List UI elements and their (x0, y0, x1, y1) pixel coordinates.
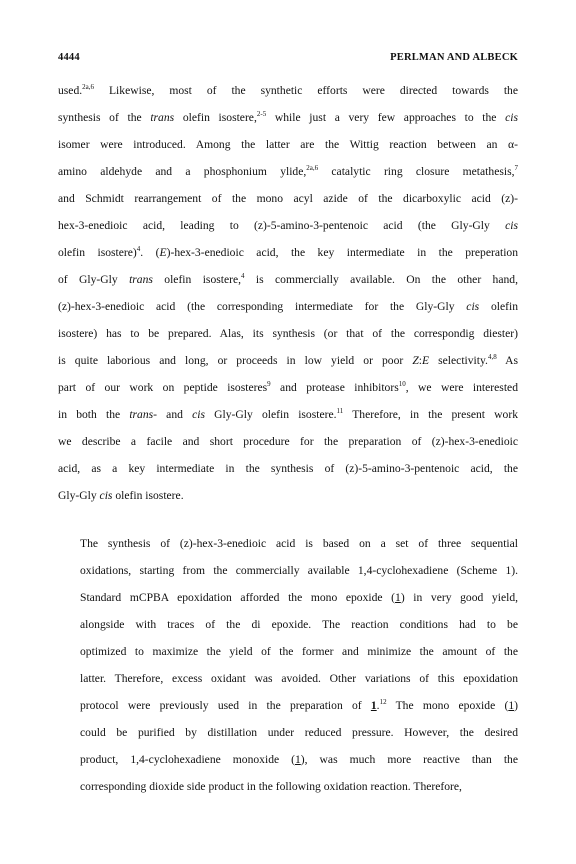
text-line: and Schmidt rearrangement of the mono acyl azide of the dicarboxylic acid (z)- (58, 192, 518, 205)
text-line: hex-3-enedioic acid, leading to (z)-5-amino-3-pentenoic acid (the Gly-Gly cis (58, 219, 518, 232)
text-line: could be purified by distillation under reduced pressure. However, the desired (80, 726, 518, 739)
text-line: (z)-hex-3-enedioic acid (the corresponding intermediate for the Gly-Gly cis olefin (58, 300, 518, 313)
text-line: of Gly-Gly trans olefin isostere,$^4$ is commercially available. On the other hand, (58, 272, 518, 286)
text-line: latter. Therefore, excess oxidant was avoided. Other variations of this epoxidation (80, 672, 518, 685)
page-number: 4444 (58, 52, 80, 63)
running-title: PERLMAN AND ALBECK (390, 52, 518, 63)
text-line: olefin isostere)$^4$. (E)-hex-3-enedioic acid, the key intermediate in the preperation (58, 245, 519, 259)
text-line: isomer were introduced. Among the latter are the Wittig reaction between an α- (58, 138, 518, 151)
text-line: optimized to maximize the yield of the former and minimize the amount of the (80, 645, 518, 658)
text-line: acid, as a key intermediate in the synthesis of (z)-5-amino-3-pentenoic acid, the (58, 462, 518, 475)
body-paragraph-1 (58, 77, 518, 509)
body-paragraph-2 (58, 530, 518, 800)
text-line: part of our work on peptide isosteres$^9$ and protease inhibitors$^{10}$, we were interested (58, 380, 518, 394)
text-line: is quite laborious and long, or proceeds in low yield or poor Z:E selectivity.$^{4,8}$ As (58, 353, 519, 367)
text-line: amino aldehyde and a phosphonium ylide,$^{2a,6}$ catalytic ring closure metathesis,$^7$ (58, 164, 518, 178)
text-line: oxidations, starting from the commercially available 1,4-cyclohexadiene (Scheme 1). (80, 564, 518, 577)
text-line: Gly-Gly cis olefin isostere. (58, 489, 184, 502)
text-line: used.$^{2a,6}$ Likewise, most of the synthetic efforts were directed towards the (58, 83, 518, 97)
text-line: corresponding dioxide side product in the following oxidation reaction. Therefore, (80, 780, 462, 793)
text-line: The synthesis of (z)-hex-3-enedioic acid is based on a set of three sequential (80, 537, 518, 550)
text-line: we describe a facile and short procedure for the preparation of (z)-hex-3-enedioic (58, 435, 518, 448)
text-line: isostere) has to be prepared. Alas, its synthesis (or that of the correspondig diester) (58, 327, 518, 340)
text-line: in both the trans- and cis Gly-Gly olefin isostere.$^{11}$ Therefore, in the present work (58, 407, 518, 421)
text-line: Standard mCPBA epoxidation afforded the mono epoxide (1) in very good yield, (80, 591, 519, 604)
text-line: synthesis of the trans olefin isostere,$^{2-5}$ while just a very few approaches to the cis (58, 110, 519, 124)
text-line: product, 1,4-cyclohexadiene monoxide (1), was much more reactive than the (80, 753, 518, 766)
text-line: protocol were previously used in the preparation of 1.12 The mono epoxide (1) (80, 698, 518, 712)
text-line: alongside with traces of the di epoxide. The reaction conditions had to be (80, 618, 518, 631)
